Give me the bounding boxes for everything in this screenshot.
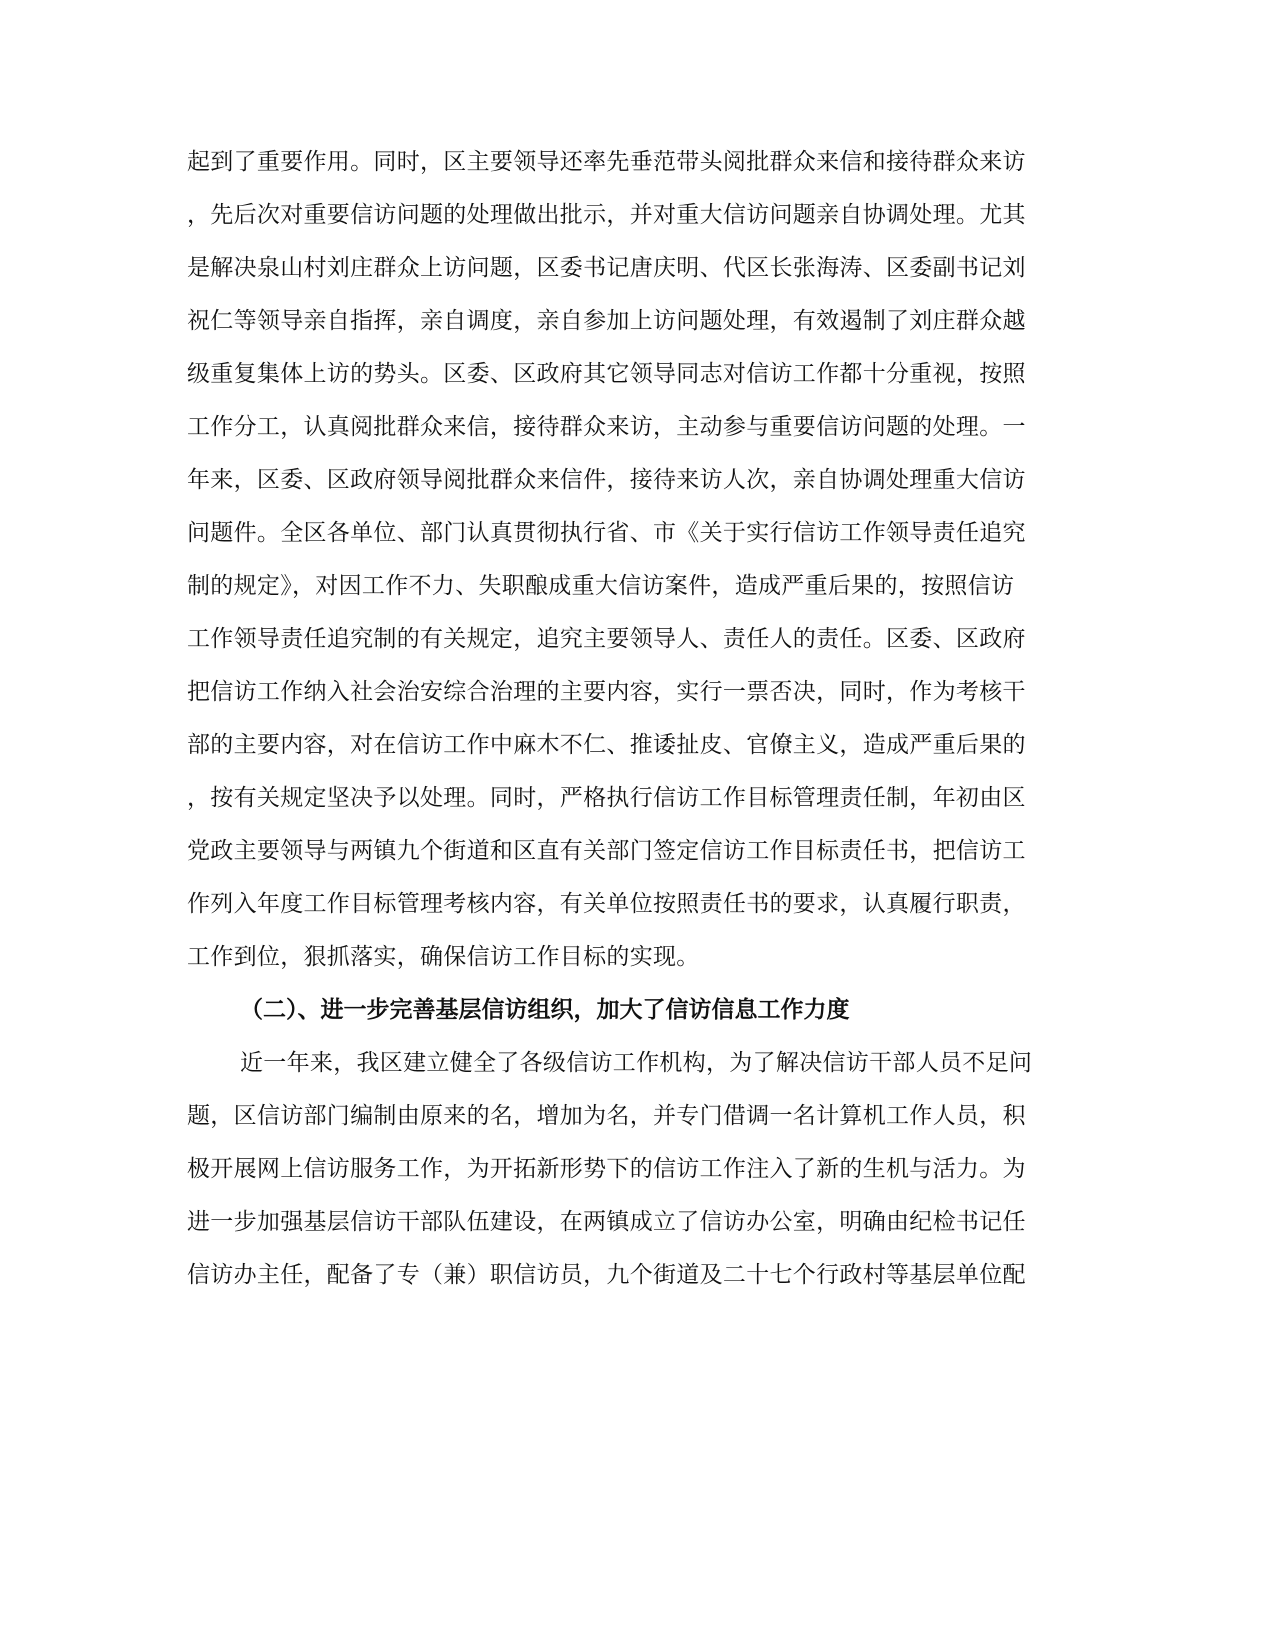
section-heading: （二）、进一步完善基层信访组织，加大了信访信息工作力度 xyxy=(240,997,850,1023)
paragraph-2-line-2: 题，区信访部门编制由原来的名，增加为名，并专门借调一名计算机工作人员，积 xyxy=(187,1103,1026,1129)
paragraph-1-line-13: ，按有关规定坚决予以处理。同时，严格执行信访工作目标管理责任制，年初由区 xyxy=(187,785,1026,811)
paragraph-1-line-16: 工作到位，狠抓落实，确保信访工作目标的实现。 xyxy=(187,944,700,970)
paragraph-1-line-4: 祝仁等领导亲自指挥，亲自调度，亲自参加上访问题处理，有效遏制了刘庄群众越 xyxy=(187,308,1026,334)
paragraph-1-line-12: 部的主要内容，对在信访工作中麻木不仁、推诿扯皮、官僚主义，造成严重后果的 xyxy=(187,732,1026,758)
paragraph-1-line-6: 工作分工，认真阅批群众来信，接待群众来访，主动参与重要信访问题的处理。一 xyxy=(187,414,1026,440)
paragraph-1-line-8: 问题件。全区各单位、部门认真贯彻执行省、市《关于实行信访工作领导责任追究 xyxy=(187,520,1026,546)
paragraph-1-line-15: 作列入年度工作目标管理考核内容，有关单位按照责任书的要求，认真履行职责， xyxy=(187,891,1026,917)
paragraph-1-line-7: 年来，区委、区政府领导阅批群众来信件，接待来访人次，亲自协调处理重大信访 xyxy=(187,467,1026,493)
paragraph-2-line-3: 极开展网上信访服务工作，为开拓新形势下的信访工作注入了新的生机与活力。为 xyxy=(187,1156,1026,1182)
paragraph-2-line-5: 信访办主任，配备了专（兼）职信访员，九个街道及二十七个行政村等基层单位配 xyxy=(187,1262,1026,1288)
paragraph-1-line-14: 党政主要领导与两镇九个街道和区直有关部门签定信访工作目标责任书，把信访工 xyxy=(187,838,1026,864)
paragraph-2-line-4: 进一步加强基层信访干部队伍建设，在两镇成立了信访办公室，明确由纪检书记任 xyxy=(187,1209,1026,1235)
paragraph-1-line-5: 级重复集体上访的势头。区委、区政府其它领导同志对信访工作都十分重视，按照 xyxy=(187,361,1026,387)
paragraph-1-line-3: 是解决泉山村刘庄群众上访问题，区委书记唐庆明、代区长张海涛、区委副书记刘 xyxy=(187,255,1026,281)
paragraph-1-line-1: 起到了重要作用。同时，区主要领导还率先垂范带头阅批群众来信和接待群众来访 xyxy=(187,149,1026,175)
paragraph-1-line-11: 把信访工作纳入社会治安综合治理的主要内容，实行一票否决，同时，作为考核干 xyxy=(187,679,1026,705)
paragraph-1-line-2: ，先后次对重要信访问题的处理做出批示，并对重大信访问题亲自协调处理。尤其 xyxy=(187,202,1026,228)
paragraph-1-line-9: 制的规定》，对因工作不力、失职酿成重大信访案件，造成严重后果的，按照信访 xyxy=(187,573,1015,599)
paragraph-1-line-10: 工作领导责任追究制的有关规定，追究主要领导人、责任人的责任。区委、区政府 xyxy=(187,626,1026,652)
paragraph-2-line-1: 近一年来，我区建立健全了各级信访工作机构，为了解决信访干部人员不足问 xyxy=(240,1050,1033,1076)
